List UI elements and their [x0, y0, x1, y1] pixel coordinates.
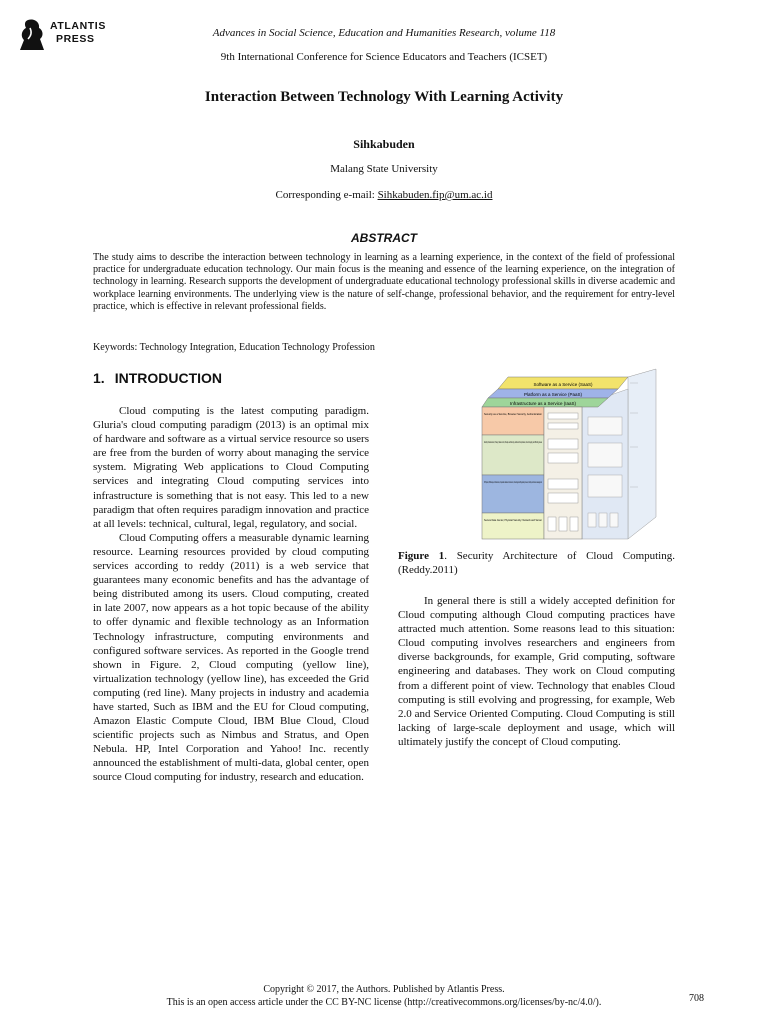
- figure-security-architecture: [478, 367, 668, 543]
- author-affiliation: Malang State University: [330, 163, 438, 175]
- publisher-name-line2: PRESS: [56, 33, 95, 45]
- figure-label: Figure 1: [398, 550, 445, 562]
- right-column-body: [398, 594, 675, 749]
- conference-header: 9th International Conference for Science Educators and Teachers (ICSET): [220, 51, 548, 63]
- security-row-2-label: [484, 440, 542, 444]
- author-name: Sihkabuden: [353, 137, 415, 151]
- footer-license: This is an open access article under the CC BY-NC license (http://creativecommons.org/licenses/by-nc/4.0/).: [166, 997, 602, 1008]
- figure-caption-text: . Security Architecture of Cloud Computing. (Reddy.2011): [398, 550, 675, 577]
- journal-header: Advances in Social Science, Education and Humanities Research, volume 118: [212, 27, 556, 39]
- security-architecture-diagram: [478, 367, 668, 543]
- corresponding-email: [0, 189, 768, 201]
- iaas-layer-label: Infrastructure as a Service (IaaS): [509, 401, 577, 406]
- abstract-text: The study aims to describe the interaction between technology in learning as a learning experience, in the context of the field of professional practice for undergraduate education technology. Our main focus is the meaning and essence of the learning experience, on the integration of technology in learning. Research supports the development of undergraduate educational technology professional skills in diverse academic and workplace learning environments. The underlying view is the nature of self-change, professional behavior, and the requirement for entry-level practice, which is effective in relevant professional fields.: [93, 252, 675, 312]
- left-column-body: [93, 404, 369, 785]
- publisher-name-line1: ATLANTIS: [50, 20, 106, 32]
- security-row-3-label: [484, 480, 542, 484]
- security-row-4: [482, 513, 553, 539]
- email-label: Corresponding e-mail:: [275, 189, 375, 201]
- paragraph: In general there is still a widely accepted definition for Cloud computing although Cloud computing practices have attracted much attention. Some reasons lead to this situation: Cloud computing involves researchers and engineers from diverse backgrounds, for example, Grid computing, software engineering and databases. They work on Cloud computing from a different point of view. Technology that enables Cloud computing is still evolving and progressing, for example, Web 2.0 and Service Oriented Computing. Cloud Computing is still lacking of large-scale deployment and usage, which will ultimately justify the concept of Cloud computing.: [398, 595, 675, 748]
- paas-layer-label: Platform as a Service (PaaS): [523, 392, 583, 397]
- section-number: 1.: [93, 370, 105, 386]
- security-row-4-label: Secure Data Center, Physical Security: Network and Server: [484, 519, 553, 522]
- security-row-1: [482, 407, 547, 435]
- section-heading-introduction: [93, 370, 222, 386]
- figure-caption: [398, 549, 675, 577]
- paragraph: Cloud computing is the latest computing paradigm. Gluria's cloud computing paradigm (2013) is an optimal mix of hardware and software as a virtual service resource so users are free from the burden of worry about managing the service system. Migrating Web applications to Cloud Computing services and integrating Cloud computing services into infrastructure is something that is not easy. This led to a new paradigm that often requires paradigm innovation and practice at all levels: technical, cultural, legal, regulatory, and social.: [93, 405, 369, 530]
- abstract-heading: ABSTRACT: [351, 231, 417, 245]
- keywords: Keywords: Technology Integration, Education Technology Profession: [93, 342, 375, 353]
- email-link[interactable]: Sihkabuden.fip@um.ac.id: [377, 189, 493, 201]
- footer-copyright: Copyright © 2017, the Authors. Published by Atlantis Press.: [263, 984, 505, 995]
- paper-title: Interaction Between Technology With Learning Activity: [204, 89, 564, 105]
- security-row-1-label: Security as a Service, Browser Security, Authentication: [484, 413, 547, 416]
- page-number: 708: [689, 993, 704, 1004]
- section-title: INTRODUCTION: [114, 370, 223, 386]
- saas-layer-label: Software as a Service (SaaS): [533, 382, 593, 387]
- paragraph: Cloud Computing offers a measurable dynamic learning resource. Learning resources provided by cloud computing services according to reddy (2011) is a web service that guarantees many economic benefits and has the advantage of being distributed among its users. Cloud computing, created in late 2007, now appears as a hot topic because of the ability to offer dynamic and flexible technology as an Information Technology infrastructure, computing environments and configured software services. As reported in the Google trend shown in Figure. 2, Cloud computing (yellow line), virtualization technology (yellow line), has exceeded the Grid computing (red line). Many projects in industry and academia have started, Such as IBM and the EU for Cloud computing, Amazon Elastic Compute Cloud, IBM Blue Cloud, Cloud scientific projects such as Nimbus and Stratus, and Open Nebula. HP, Intel Corporation and Yahoo! Inc. recently announced the establishment of multi-data, global center, open source Cloud computing for industry, research and education.: [93, 531, 369, 784]
